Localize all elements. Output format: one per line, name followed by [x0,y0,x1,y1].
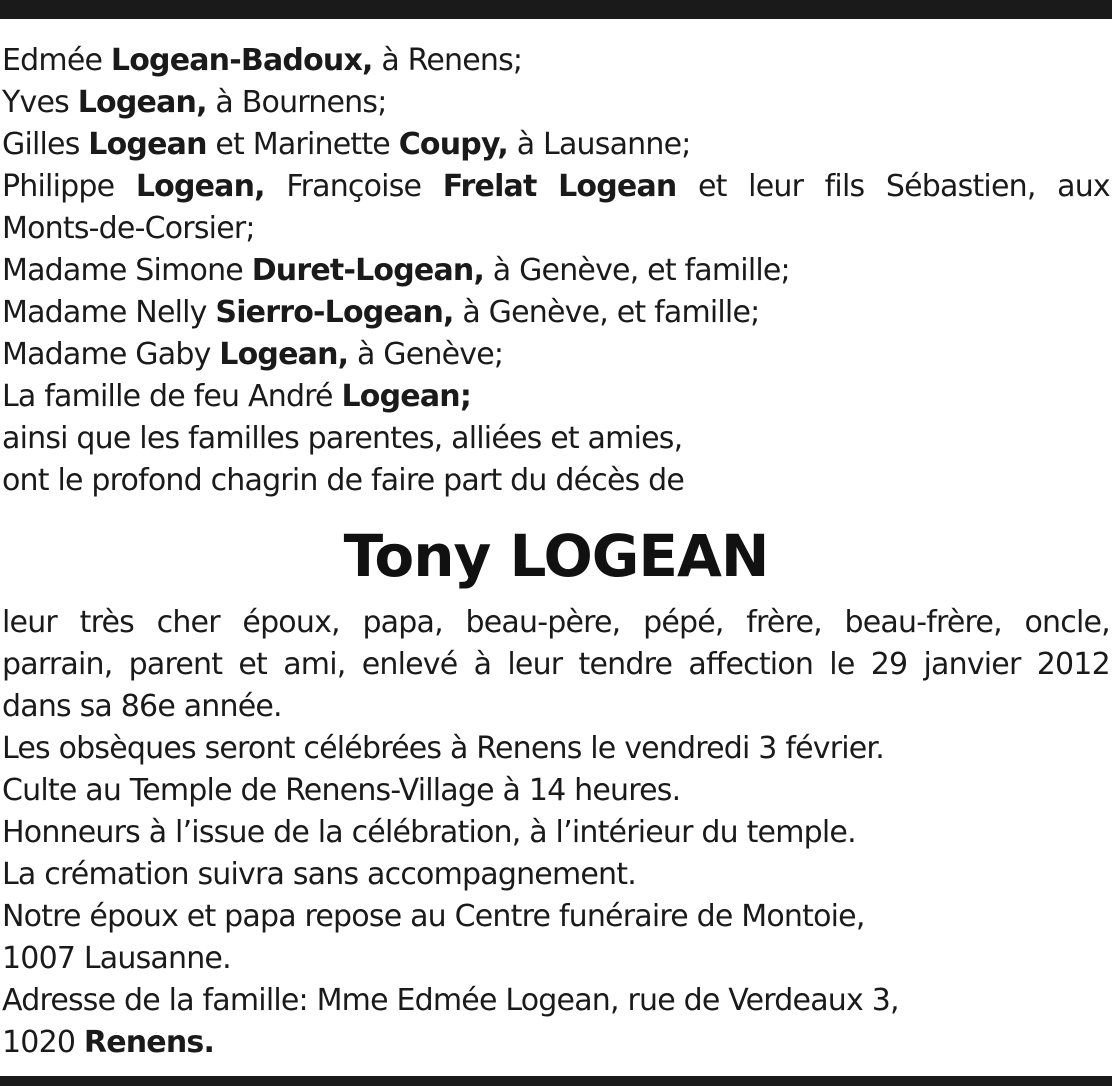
details-word: frère, [746,605,822,640]
family-first-name: Yves [2,85,69,120]
family-first-name: La famille de feu André [2,379,333,414]
details-line-2 [2,644,1110,686]
details-word: ami, [283,647,346,682]
details-word: enlevé [361,647,458,682]
top-rule [0,0,1112,19]
details-word: et [238,647,268,682]
philippe-word: Frelat [442,169,537,204]
family-list [2,40,1110,502]
family-surname: Duret-Logean, [251,253,485,288]
philippe-word: aux [1057,169,1110,204]
address-city: Renens. [83,1025,215,1060]
resting-place-city-line: 1007 Lausanne. [2,941,231,976]
philippe-word: leur [748,169,804,204]
family-surname: Logean-Badoux, [110,43,373,78]
details-word: tendre [578,647,673,682]
details-word: pépé, [643,605,724,640]
family-location: à Lausanne; [507,127,691,162]
family-line-chagrin: ont le profond chagrin de faire part du décès de [2,463,685,498]
service-line: Culte au Temple de Renens-Village à 14 heures. [2,773,681,808]
details-word: 2012 [1036,647,1110,682]
philippe-word: Logean, [135,169,265,204]
family-first-name: Gilles [2,127,80,162]
details-word: parent [128,647,223,682]
details-word: papa, [362,605,443,640]
family-surname: Logean; [341,379,472,414]
philippe-word: Logean [558,169,677,204]
family-surname: Sierro-Logean, [215,295,454,330]
details-line-1 [2,602,1110,644]
details-word: affection [688,647,814,682]
family-surname: Logean [88,127,207,162]
details-word: oncle, [1024,605,1110,640]
deceased-name: Tony LOGEAN [343,522,769,590]
details-word: 29 [870,647,908,682]
family-first-name: Madame Nelly [2,295,207,330]
family-line-philippe [2,166,1110,208]
bottom-rule [0,1076,1112,1086]
family-line-edmee [2,40,1110,82]
philippe-word: Sébastien, [885,169,1036,204]
details-word: cher [156,605,220,640]
family-first-name: Madame Simone [2,253,243,288]
philippe-word: fils [824,169,865,204]
details-word: très [79,605,134,640]
family-surname: Logean, [219,337,349,372]
family-surname: Logean, [77,85,207,120]
family-first-name: Madame Gaby [2,337,211,372]
cremation-line: La crémation suivra sans accompagnement. [2,857,636,892]
details-word: parrain, [2,647,113,682]
family-line-simone [2,250,1110,292]
family-line-yves [2,82,1110,124]
details-word: à [473,647,492,682]
family-address-city-line [2,1022,1110,1064]
family-line-philippe-continuation: Monts-de-Corsier; [2,211,255,246]
postal-code: 1020 [2,1025,76,1060]
details-word: leur [507,647,563,682]
philippe-word: Françoise [286,169,422,204]
family-location: à Genève; [348,337,504,372]
family-line-parents: ainsi que les familles parentes, alliées et amies, [2,421,683,456]
notice-details [2,602,1110,1064]
philippe-word: et [698,169,727,204]
funeral-date-line: Les obsèques seront célébrées à Renens le vendredi 3 février. [2,731,884,766]
details-word: leur [2,605,57,640]
family-connector: et Marinette [206,127,399,162]
details-word: janvier [923,647,1021,682]
family-line-nelly [2,292,1110,334]
family-location: à Bournens; [206,85,387,120]
family-location: à Genève, et famille; [453,295,760,330]
philippe-word: Philippe [2,169,115,204]
family-surname: Coupy, [398,127,508,162]
family-line-gilles [2,124,1110,166]
family-location: à Genève, et famille; [484,253,790,288]
details-word: le [829,647,855,682]
family-line-gaby [2,334,1110,376]
details-word: époux, [242,605,340,640]
details-word: beau-père, [465,605,621,640]
details-word: beau-frère, [844,605,1002,640]
family-line-andre [2,376,1110,418]
resting-place-line: Notre époux et papa repose au Centre funéraire de Montoie, [2,899,865,934]
details-line-3: dans sa 86e année. [2,689,282,724]
family-address-line: Adresse de la famille: Mme Edmée Logean, rue de Verdeaux 3, [2,983,899,1018]
family-location: à Renens; [372,43,523,78]
family-first-name: Edmée [2,43,103,78]
honours-line: Honneurs à l’issue de la célébration, à l’intérieur du temple. [2,815,856,850]
